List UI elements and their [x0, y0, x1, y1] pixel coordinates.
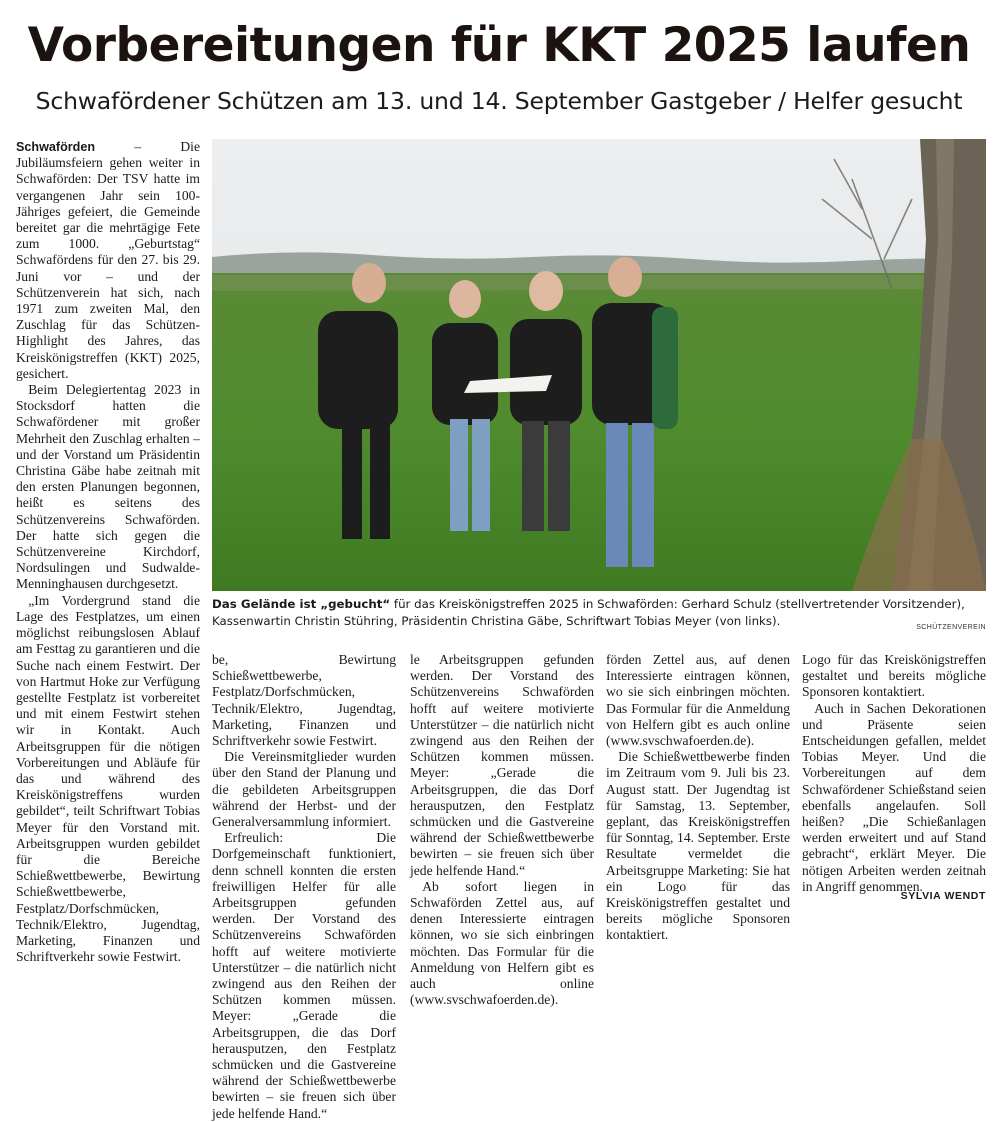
- article-column-2: [212, 652, 396, 1121]
- article-subheadline: Schwafördener Schützen am 13. und 14. September Gastgeber / Helfer gesucht: [35, 87, 963, 115]
- article-photo: [212, 139, 986, 591]
- paragraph-4: Die Vereinsmitglieder wurden über den Stand der Planung und die gebildeten Arbeitsgruppen während der Herbst- und der Generalversammlung informiert.: [212, 749, 396, 830]
- photo-caption: [212, 596, 986, 630]
- article-column-4: [606, 652, 790, 943]
- paragraph-5: Erfreulich: Die Dorfgemeinschaft funktioniert, denn schnell konnten die ersten freiwilligen Helfer für alle Arbeitsgruppen gefunden werden. Der Vorstand des Schützenvereins Schwaförden hofft auf weitere motivierte Unterstützer – die natürlich nicht zwingend aus den Reihen der Schützen kommen müssen. Meyer: „Gerade die Arbeitsgruppen, die das Dorf herausputzen, den Festplatz schmücken und die Gastvereine während der Schießwettbewerbe bewirten – sie freuen sich über jede helfende Hand.“: [212, 830, 396, 1121]
- paragraph-3-continued: be, Bewirtung Schießwettbewerbe, Festplatz/Dorfschmücken, Technik/Elektro, Jugendtag, Marketing, Finanzen und Schriftverkehr sowie Festwirt.: [212, 652, 396, 749]
- dateline: Schwaförden: [16, 140, 96, 154]
- paragraph-2: Beim Delegiertentag 2023 in Stocksdorf hatten die Schwafördener mit großer Mehrheit den Zuschlag erhalten – und der Vorstand um Präsidentin Christina Gäbe habe zeitnah mit den ersten Planungen begonnen, heißt es seitens des Schützenvereins Schwaförden. Der hatte sich gegen die Schützenvereine Kirchdorf, Nordsulingen und Sudwalde-Menninghausen durchgesetzt.: [16, 382, 200, 592]
- paragraph-7-continued: Logo für das Kreiskönigstreffen gestaltet und bereits mögliche Sponsoren kontaktiert.: [802, 652, 986, 700]
- caption-bold: Das Gelände ist „gebucht“: [212, 597, 391, 611]
- paragraph-6-continued: förden Zettel aus, auf denen Interessierte eintragen können, wo sie sich einbringen möchten. Das Formular für die Anmeldung von Helfern gibt es auch online (www.svschwafoerden.de).: [606, 652, 790, 749]
- paragraph-7: Die Schießwettbewerbe finden im Zeitraum vom 9. Juli bis 23. August statt. Der Jugendtag ist für Samstag, 13. September, geplant, das Kreiskönigstreffen für Sonntag, 14. September. Erste Resultate vermeldet die Arbeitsgruppe Marketing: Sie hat ein Logo für das Kreiskönigstreffen gestaltet und bereits mögliche Sponsoren kontaktiert.: [606, 749, 790, 943]
- caption-text: für das Kreiskönigstreffen 2025 in Schwaförden: Gerhard Schulz (stellvertretender Vorsitzender), Kassenwartin Christin Stühring, Präsidentin Christina Gäbe, Schriftwart Tobias Meyer (von links).: [212, 597, 965, 628]
- lead-text: – Die Jubiläumsfeiern gehen weiter in Schwaförden: Der TSV hatte im vergangenen Jahr sein 100-Jähriges gefeiert, die Gemeinde bereitet gar die mehrtägige Fete zum 1000. „Geburtstag“ Schwafördens für den 27. bis 29. Juni vor – und der Schützenverein hat sich, nach 1971 zum zweiten Mal, den Zuschlag für das Schützen-Highlight des Jahres, das Kreiskönigstreffen (KKT) 2025, gesichert.: [16, 139, 200, 381]
- lead-paragraph: [16, 139, 200, 382]
- article-headline: Vorbereitungen für KKT 2025 laufen: [27, 18, 971, 73]
- article-column-3: [410, 652, 594, 1008]
- paragraph-8: Auch in Sachen Dekorationen und Präsente seien Entscheidungen gefallen, meldet Tobias Meyer. Und die Vorbereitungen auf dem Schwafördener Schießstand seien ebenfalls angelaufen. Soll heißen? „Die Schießanlagen werden erweitert und auf Stand gebracht“, erklärt Meyer. Die nötigen Arbeiten werden zeitnah in Angriff genommen.: [802, 700, 986, 894]
- article-column-5: [802, 652, 986, 892]
- article-column-1: [16, 139, 200, 965]
- article-author: SYLVIA WENDT: [900, 890, 986, 902]
- photo-credit: SCHÜTZENVEREIN: [916, 624, 986, 631]
- paragraph-5-continued: le Arbeitsgruppen gefunden werden. Der Vorstand des Schützenvereins Schwaförden hofft auf weitere motivierte Unterstützer – die natürlich nicht zwingend aus den Reihen der Schützen kommen müssen. Meyer: „Gerade die Arbeitsgruppen, die das Dorf herausputzen, den Festplatz schmücken und die Gastvereine während der Schießwettbewerbe bewirten – sie freuen sich über jede helfende Hand.“: [410, 652, 594, 878]
- paragraph-3: „Im Vordergrund stand die Lage des Festplatzes, um einen möglichst reibungslosen Ablauf am Festtag zu garantieren und die Suche nach einem Festwirt. Der von Hartmut Hoke zur Verfügung gestellte Festplatz ist vorbereitet und mit einem Festwirt stehen wir in Kontakt. Auch Arbeitsgruppen für die nötigen Vorbereitungen und Abläufe für das und während des Kreiskönigstreffens wurden gebildet“, teilt Schriftwart Tobias Meyer für den Vorstand mit. Arbeitsgruppen wurden gebildet für die Bereiche Schießwettbewerbe, Bewirtung Schießwettbewerbe, Festplatz/Dorfschmücken, Technik/Elektro, Jugendtag, Marketing, Finanzen und Schriftverkehr sowie Festwirt.: [16, 592, 200, 965]
- paragraph-6: Ab sofort liegen in Schwaförden Zettel aus, auf denen Interessierte eintragen können, wo sie sich einbringen möchten. Das Formular für die Anmeldung von Helfern gibt es auch online (www.svschwafoerden.de).: [410, 878, 594, 1008]
